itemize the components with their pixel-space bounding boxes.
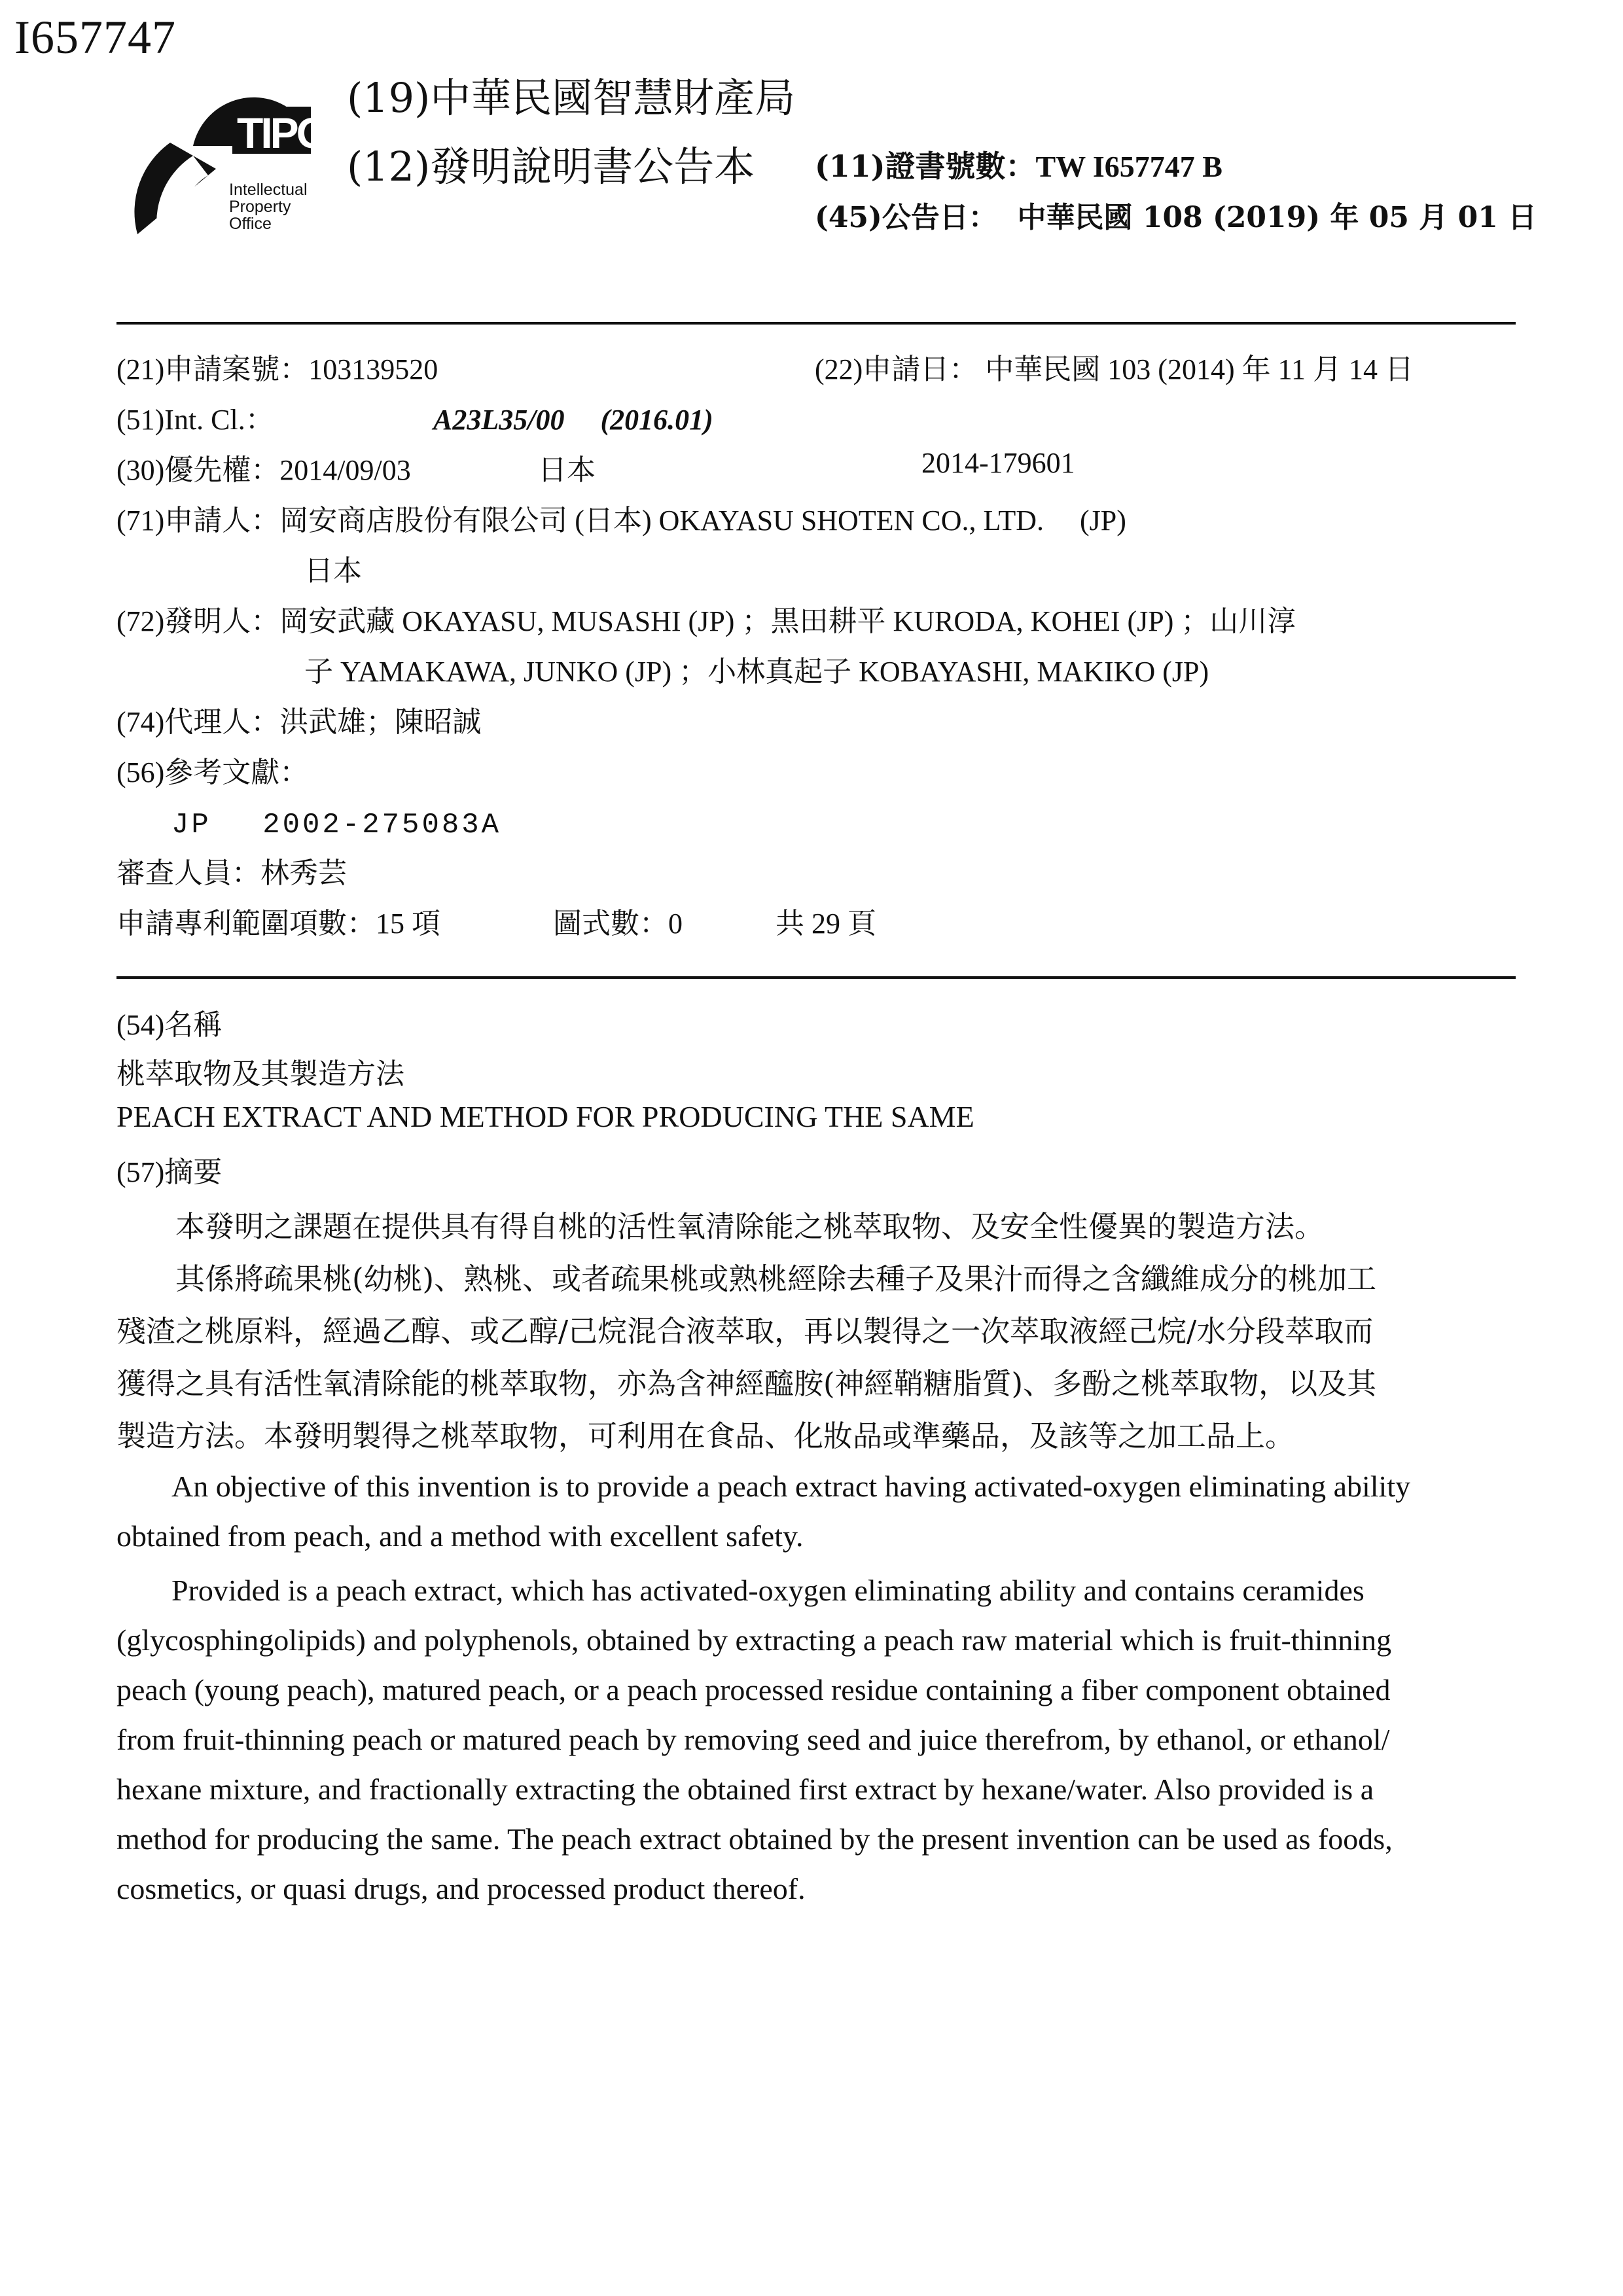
title-label: (54)名稱 [116, 1009, 223, 1041]
logo-line-2: Property [229, 198, 291, 216]
abstract-zh-line: 製造方法。本發明製得之桃萃取物，可利用在食品、化妝品或準藥品，及該等之加工品上。 [116, 1419, 1295, 1453]
top-divider [116, 322, 1516, 325]
inventors-line-2: 子 YAMAKAWA, JUNKO (JP) ；小林真起子 KOBAYASHI, MAKIKO (JP) [304, 656, 1209, 688]
tipo-logo [131, 71, 321, 242]
abstract-en-line: method for producing the same. The peach extract obtained by the present invention can be used as foods, [116, 1822, 1393, 1856]
priority-number: 2014-179601 [921, 447, 1075, 479]
document-number: I657747 [14, 11, 176, 63]
abstract-zh-line: 獲得之具有活性氧清除能的桃萃取物，亦為含神經醯胺(神經鞘糖脂質)、多酚之桃萃取物，以及其 [116, 1366, 1377, 1401]
inventors-line-1: (72)發明人：岡安武藏 OKAYASU, MUSASHI (JP) ；黒田耕平 KURODA, KOHEI (JP) ；山川淳 [116, 605, 1296, 637]
int-cl-label: (51)Int. Cl.： [116, 404, 274, 436]
certificate-number [815, 143, 1222, 186]
logo-text: TIPO [237, 109, 321, 157]
priority-country: 日本 [538, 454, 596, 486]
abstract-en-line: from fruit-thinning peach or matured peach by removing seed and juice therefrom, by ethanol, or ethanol/ [116, 1723, 1390, 1756]
logo-line-1: Intellectual [229, 181, 308, 199]
application-number: (21)申請案號：103139520 [116, 353, 438, 385]
figures-count: 圖式數：0 [553, 908, 683, 940]
publication-type: (12)發明說明書公告本 [347, 143, 755, 190]
title-en: PEACH EXTRACT AND METHOD FOR PRODUCING THE SAME [116, 1100, 974, 1133]
logo-line-3: Office [229, 215, 272, 233]
priority: (30)優先權：2014/09/03 [116, 454, 411, 486]
middle-divider [116, 976, 1516, 979]
int-cl-value: A23L35/00 (2016.01) [433, 404, 713, 436]
applicant-country: 日本 [304, 555, 362, 587]
examiner: 審查人員：林秀芸 [116, 857, 347, 889]
abstract-label: (57)摘要 [116, 1156, 223, 1188]
announcement-date-value: 中華民國 108 (2019) 年 05 月 01 日 [1017, 201, 1537, 234]
application-date: (22)申請日： 中華民國 103 (2014) 年 11 月 14 日 [815, 353, 1414, 385]
office-name: (19)中華民國智慧財產局 [347, 74, 796, 122]
abstract-en-line: obtained from peach, and a method with excellent safety. [116, 1519, 804, 1553]
abstract-en-line: (glycosphingolipids) and polyphenols, obtained by extracting a peach raw material which is fruit-thinning [116, 1623, 1392, 1657]
abstract-zh-line: 其係將疏果桃(幼桃)、熟桃、或者疏果桃或熟桃經除去種子及果汁而得之含纖維成分的桃加工 [116, 1262, 1377, 1296]
abstract-en-line: Provided is a peach extract, which has activated-oxygen eliminating ability and contains ceramides [171, 1574, 1364, 1607]
reference-item: JP 2002-275083A [171, 809, 502, 841]
tipo-logo-icon [131, 71, 321, 242]
abstract-en-line: hexane mixture, and fractionally extracting the obtained first extract by hexane/water. Also provided is a [116, 1773, 1374, 1806]
announcement-date [815, 194, 1537, 236]
abstract-zh-line: 殘渣之桃原料，經過乙醇、或乙醇/己烷混合液萃取，再以製得之一次萃取液經己烷/水分段萃取而 [116, 1314, 1374, 1349]
page-count: 共 29 頁 [776, 908, 876, 940]
abstract-en-line: cosmetics, or quasi drugs, and processed product thereof. [116, 1872, 806, 1905]
announcement-date-label: (45)公告日： [815, 201, 997, 234]
abstract-zh-line: 本發明之課題在提供具有得自桃的活性氧清除能之桃萃取物、及安全性優異的製造方法。 [116, 1209, 1325, 1244]
abstract-en-line: peach (young peach), matured peach, or a peach processed residue containing a fiber component obtained [116, 1673, 1391, 1706]
applicant: (71)申請人：岡安商店股份有限公司 (日本) OKAYASU SHOTEN CO., LTD. (JP) [116, 504, 1126, 537]
agent: (74)代理人：洪武雄；陳昭誠 [116, 706, 482, 738]
certificate-label: (11)證書號數： [815, 149, 1036, 184]
claims-count: 申請專利範圍項數：15 項 [116, 908, 440, 940]
certificate-value: TW I657747 B [1035, 150, 1222, 183]
references-label: (56)參考文獻： [116, 756, 309, 788]
title-zh: 桃萃取物及其製造方法 [116, 1058, 404, 1090]
abstract-en-line: An objective of this invention is to provide a peach extract having activated-oxygen eliminating ability [171, 1470, 1411, 1503]
